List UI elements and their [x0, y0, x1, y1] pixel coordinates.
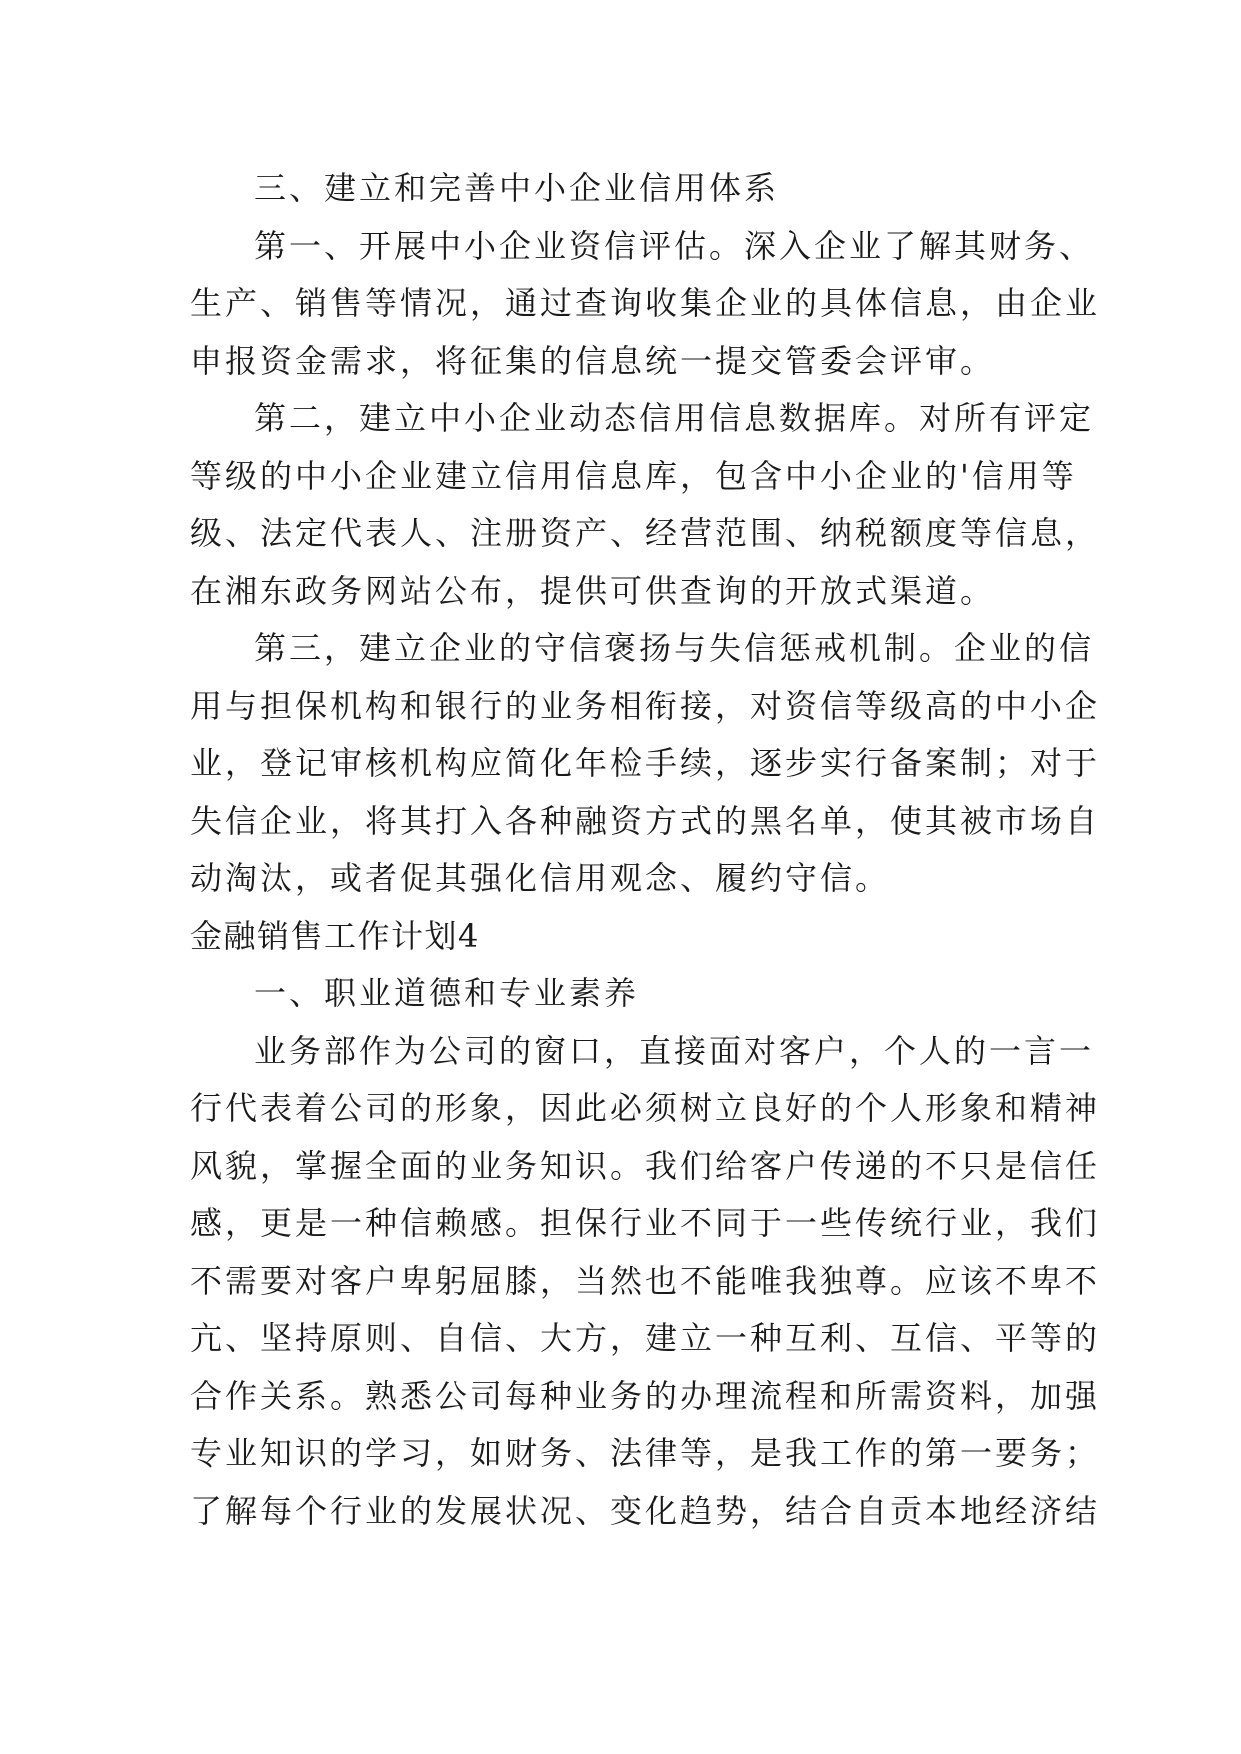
paragraph-line: 不需要对客户卑躬屈膝，当然也不能唯我独尊。应该不卑不: [190, 1261, 1101, 1300]
document-title-plan-4: 金融销售工作计划4: [190, 916, 480, 955]
paragraph-line: 风貌，掌握全面的业务知识。我们给客户传递的不只是信任: [190, 1146, 1101, 1185]
paragraph-line: 动淘汰，或者促其强化信用观念、履约守信。: [190, 859, 891, 897]
paragraph-line: 专业知识的学习，如财务、法律等，是我工作的第一要务；: [190, 1434, 1101, 1472]
paragraph-line: 用与担保机构和银行的业务相衔接，对资信等级高的中小企: [190, 686, 1101, 725]
paragraph-line: 行代表着公司的形象，因此必须树立良好的个人形象和精神: [190, 1089, 1101, 1127]
paragraph-line: 了解每个行业的发展状况、变化趋势，结合自贡本地经济结: [190, 1491, 1101, 1530]
paragraph-line: 申报资金需求，将征集的信息统一提交管委会评审。: [190, 341, 996, 380]
paragraph-line: 在湘东政务网站公布，提供可供查询的开放式渠道。: [190, 571, 996, 610]
paragraph-line: 业，登记审核机构应简化年检手续，逐步实行备案制；对于: [190, 744, 1101, 782]
paragraph-line: 第三，建立企业的守信褒扬与失信惩戒机制。企业的信: [254, 629, 1095, 667]
paragraph-line: 亢、坚持原则、自信、大方，建立一种互利、互信、平等的: [190, 1319, 1101, 1357]
paragraph-line: 第一、开展中小企业资信评估。深入企业了解其财务、: [254, 226, 1095, 265]
paragraph-line: 失信企业，将其打入各种融资方式的黑名单，使其被市场自: [190, 801, 1101, 840]
paragraph-line: 感，更是一种信赖感。担保行业不同于一些传统行业，我们: [190, 1204, 1101, 1242]
section-heading-professional-ethics: 一、职业道德和专业素养: [254, 974, 640, 1012]
paragraph-line: 等级的中小企业建立信用信息库，包含中小企业的'信用等: [190, 456, 1077, 495]
paragraph-line: 级、法定代表人、注册资产、经营范围、纳税额度等信息，: [190, 514, 1101, 552]
section-heading-credit-system: 三、建立和完善中小企业信用体系: [254, 169, 780, 207]
paragraph-line: 合作关系。熟悉公司每种业务的办理流程和所需资料，加强: [190, 1376, 1101, 1415]
paragraph-line: 生产、销售等情况，通过查询收集企业的具体信息，由企业: [190, 284, 1101, 322]
paragraph-line: 业务部作为公司的窗口，直接面对客户，个人的一言一: [254, 1031, 1095, 1070]
paragraph-line: 第二，建立中小企业动态信用信息数据库。对所有评定: [254, 399, 1095, 437]
document-body: [190, 160, 1101, 1540]
